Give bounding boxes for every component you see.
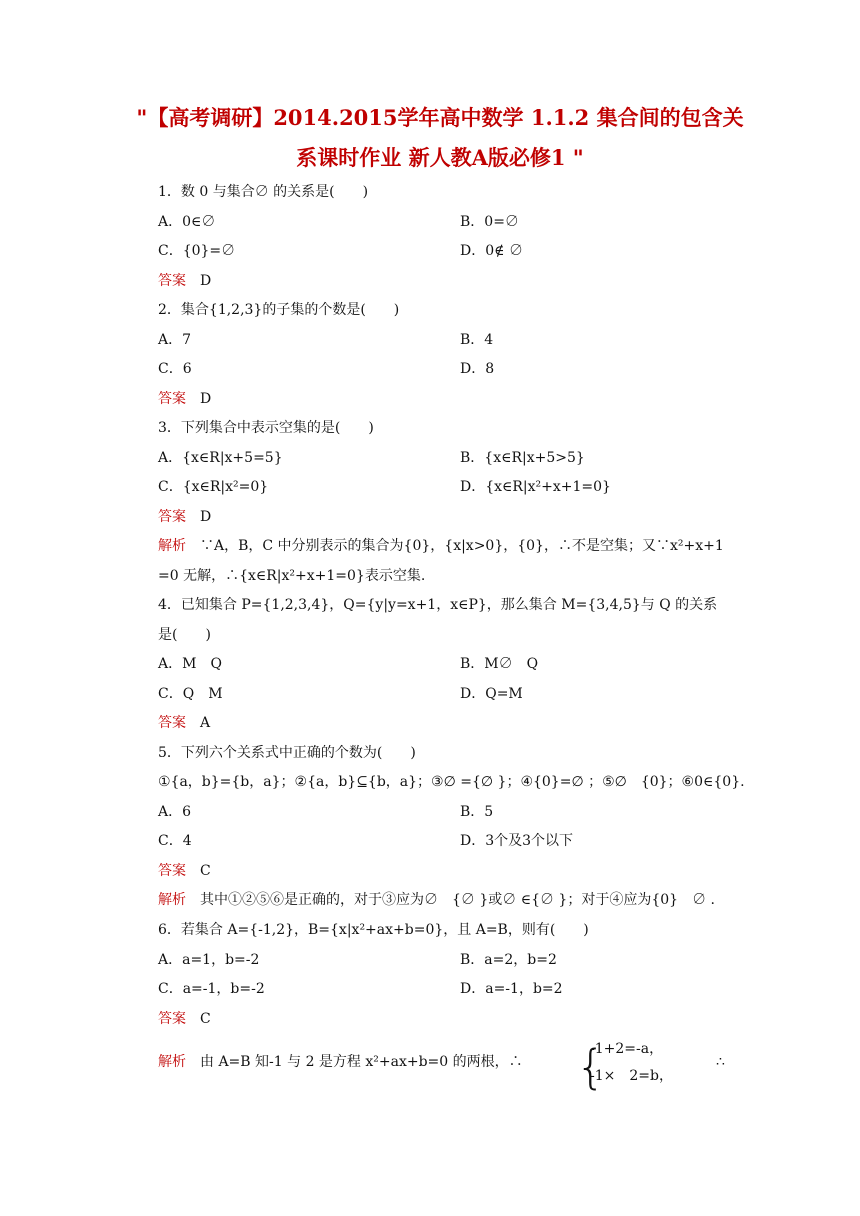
question-5-option-c: C．4 xyxy=(158,833,192,849)
document-title-line-1: "【高考调研】2014.2015学年高中数学 1.1.2 集合间的包含关 xyxy=(136,105,744,130)
analysis-label: 解析 xyxy=(158,538,186,554)
answer-label: 答案 xyxy=(158,863,186,879)
question-1-option-c: C．{0}=∅ xyxy=(158,243,236,259)
question-6-option-a: A．a=1，b=-2 xyxy=(158,952,260,968)
question-5-items: ①{a，b}={b，a}；②{a，b}⊆{b，a}；③∅ ={∅ }；④{0}=∅ ；⑤∅ {0}；⑥0∈{0}. xyxy=(158,774,745,790)
question-6-answer xyxy=(158,1009,211,1029)
question-4-stem-line-1: 4．已知集合 P={1,2,3,4}，Q={y|y=x+1，x∈P}，那么集合 M={3,4,5}与 Q 的关系 xyxy=(158,597,718,613)
answer-label: 答案 xyxy=(158,715,186,731)
question-4-stem-line-2: 是( ) xyxy=(158,627,211,643)
question-5-analysis xyxy=(158,890,715,910)
answer-value: D xyxy=(200,273,212,289)
question-3-option-c: C．{x∈R|x²=0} xyxy=(158,479,269,495)
question-6-option-b: B．a=2，b=2 xyxy=(460,952,557,968)
analysis-label: 解析 xyxy=(158,892,186,908)
question-3-answer xyxy=(158,507,211,527)
question-2-option-a: A．7 xyxy=(158,332,192,348)
equation-line-1: -1+2=-a， xyxy=(590,1041,664,1057)
question-3-option-d: D．{x∈R|x²+x+1=0} xyxy=(460,479,611,495)
analysis-text: ∵A，B，C 中分别表示的集合为{0}，{x|x>0}，{0}，∴不是空集；又∵x²+x+1 xyxy=(200,538,724,554)
question-1-stem: 1．数 0 与集合∅ 的关系是( ) xyxy=(158,184,369,200)
question-3-option-b: B．{x∈R|x+5>5} xyxy=(460,450,585,466)
question-3-analysis-line-2: =0 无解，∴{x∈R|x²+x+1=0}表示空集. xyxy=(158,568,426,584)
answer-label: 答案 xyxy=(158,273,186,289)
therefore-symbol: ∴ xyxy=(716,1054,725,1070)
question-1-answer xyxy=(158,271,211,291)
question-5-option-a: A．6 xyxy=(158,804,192,820)
question-1-option-b: B．0=∅ xyxy=(460,214,519,230)
analysis-text: 由 A=B 知-1 与 2 是方程 x²+ax+b=0 的两根，∴ xyxy=(200,1054,523,1070)
question-6-analysis xyxy=(158,1052,523,1072)
question-6-option-c: C．a=-1，b=-2 xyxy=(158,981,265,997)
question-4-option-b: B．M∅ Q xyxy=(460,656,539,672)
question-4-option-d: D．Q=M xyxy=(460,686,523,702)
question-3-analysis-line-1 xyxy=(158,536,724,556)
question-5-option-d: D．3个及3个以下 xyxy=(460,833,574,849)
analysis-text: 其中①②⑤⑥是正确的，对于③应为∅ {∅ }或∅ ∈{∅ }；对于④应为{0} ∅ . xyxy=(200,892,715,908)
answer-value: D xyxy=(200,391,212,407)
question-4-option-a: A．M Q xyxy=(158,656,222,672)
answer-value: A xyxy=(200,715,211,731)
question-5-stem: 5．下列六个关系式中正确的个数为( ) xyxy=(158,745,416,761)
answer-label: 答案 xyxy=(158,509,186,525)
answer-label: 答案 xyxy=(158,391,186,407)
question-3-option-a: A．{x∈R|x+5=5} xyxy=(158,450,283,466)
answer-value: D xyxy=(200,509,212,525)
question-4-answer xyxy=(158,713,210,733)
equation-line-2: -1× 2=b， xyxy=(590,1068,673,1084)
question-2-option-b: B．4 xyxy=(460,332,494,348)
answer-value: C xyxy=(200,863,211,879)
answer-label: 答案 xyxy=(158,1011,186,1027)
question-2-option-d: D．8 xyxy=(460,361,495,377)
question-5-answer xyxy=(158,861,211,881)
question-2-answer xyxy=(158,389,211,409)
question-5-option-b: B．5 xyxy=(460,804,494,820)
document-title-line-2: 系课时作业 新人教A版必修1 " xyxy=(296,145,584,170)
question-3-stem: 3．下列集合中表示空集的是( ) xyxy=(158,420,374,436)
question-1-option-a: A．0∈∅ xyxy=(158,214,216,230)
equation-system-brace: { xyxy=(576,1040,606,1094)
question-2-option-c: C．6 xyxy=(158,361,192,377)
question-1-option-d: D．0∉ ∅ xyxy=(460,243,523,259)
question-2-stem: 2．集合{1,2,3}的子集的个数是( ) xyxy=(158,302,400,318)
analysis-label: 解析 xyxy=(158,1054,186,1070)
answer-value: C xyxy=(200,1011,211,1027)
question-4-option-c: C．Q M xyxy=(158,686,223,702)
question-6-option-d: D．a=-1，b=2 xyxy=(460,981,563,997)
question-6-stem: 6．若集合 A={-1,2}，B={x|x²+ax+b=0}，且 A=B，则有( ) xyxy=(158,922,589,938)
